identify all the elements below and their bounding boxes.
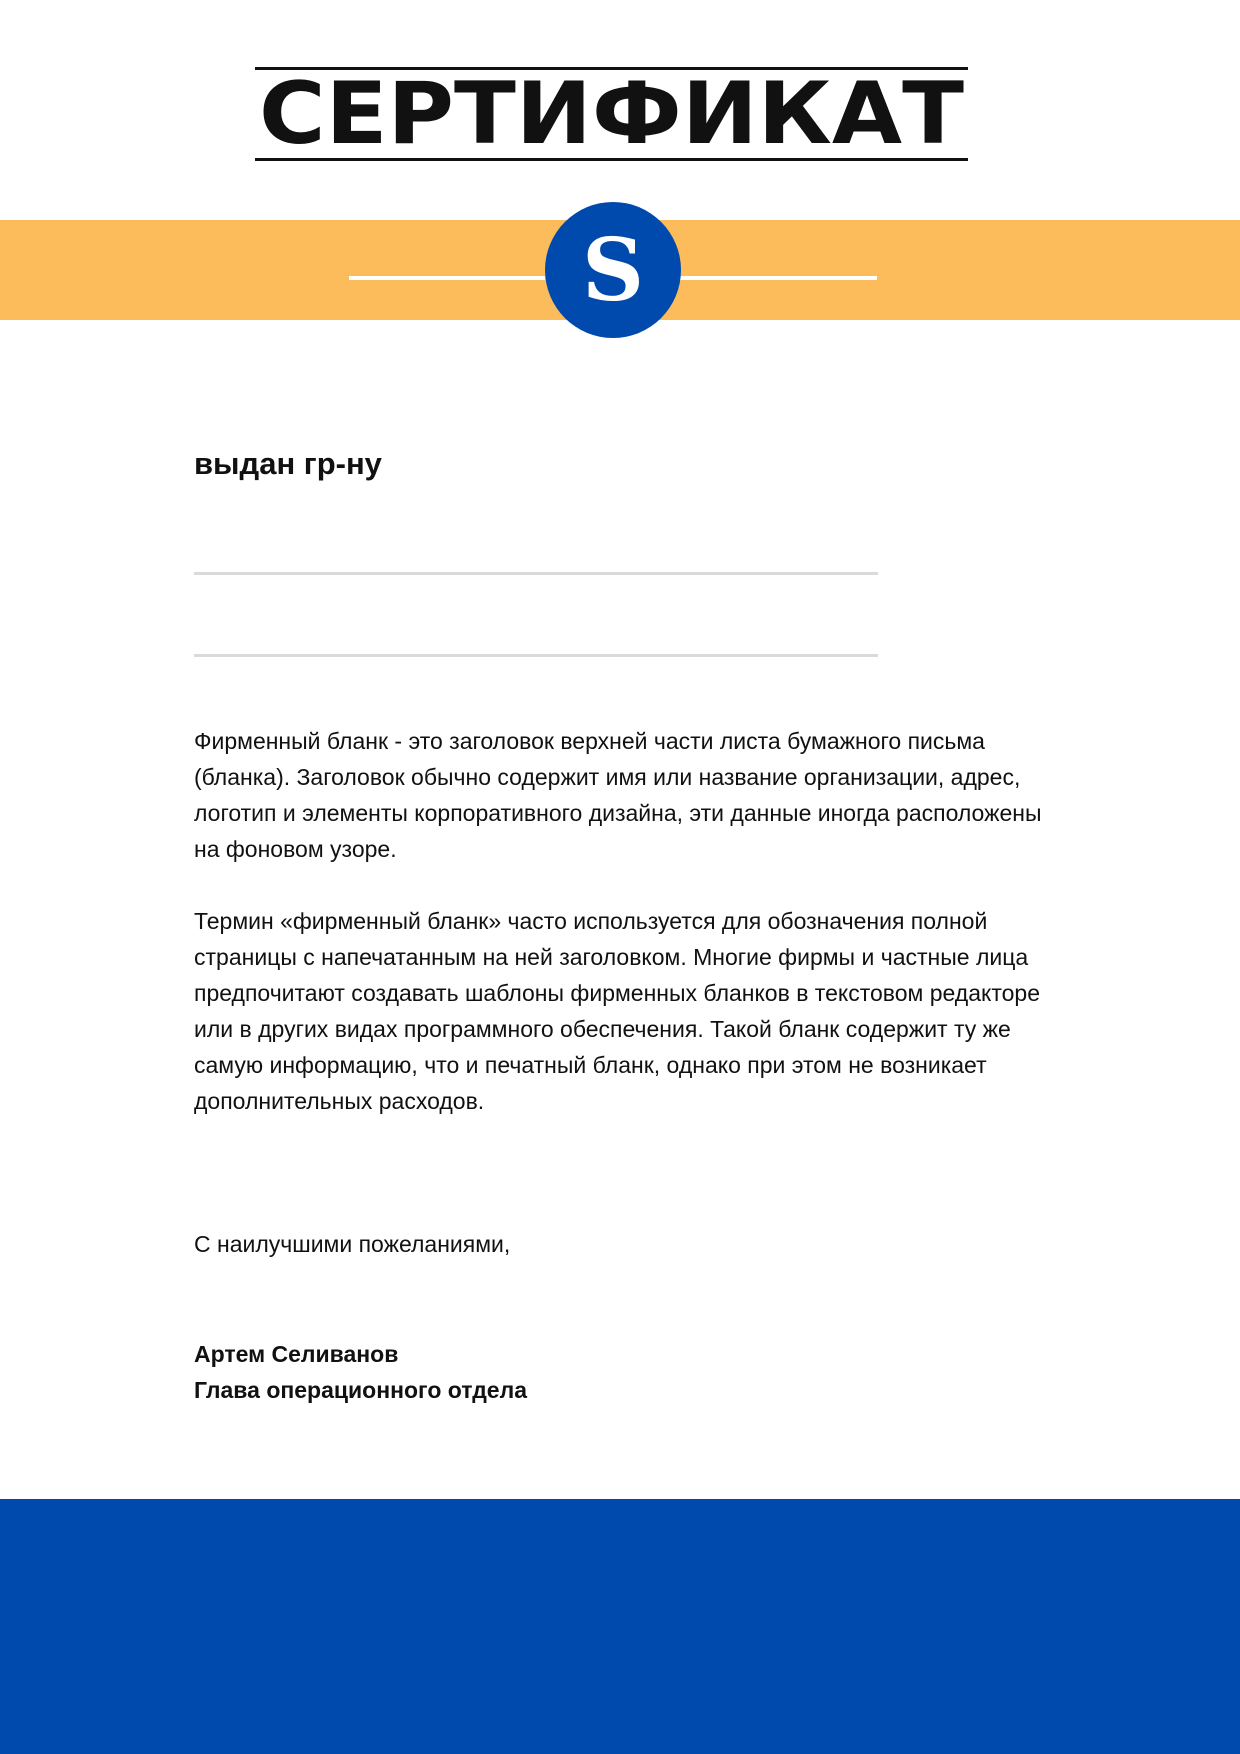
recipient-line-2: [194, 654, 878, 657]
issued-to-label: выдан гр-ну: [194, 446, 382, 481]
signature-role: Глава операционного отдела: [194, 1377, 527, 1403]
title-bottom-rule: [255, 158, 968, 161]
logo-badge: [545, 202, 681, 338]
band-line-left: [349, 276, 545, 280]
signature-name: Артем Селиванов: [194, 1341, 399, 1367]
recipient-line-1: [194, 572, 878, 575]
footer-band: [0, 1499, 1240, 1754]
certificate-title-block: [255, 67, 968, 161]
band-line-right: [679, 276, 877, 280]
body-paragraph-2: Термин «фирменный бланк» часто используется для обозначения полной страницы с напечатанным на ней заголовком. Многие фирмы и частные лица предпочитают создавать шаблоны фирменных бланков в текстовом редакторе или в других видах программного обеспечения. Такой бланк содержит ту же самую информацию, что и печатный бланк, однако при этом не возникает дополнительных расходов.: [194, 908, 1040, 1114]
certificate-title: [255, 70, 968, 158]
logo-letter: S: [581, 220, 645, 321]
closing-text: С наилучшими пожеланиями,: [194, 1231, 511, 1257]
body-paragraph-1: Фирменный бланк - это заголовок верхней части листа бумажного письма (бланка). Заголовок обычно содержит имя или название организации, адрес, логотип и элементы корпоративного дизайна, эти данные иногда расположены на фоновом узоре.: [194, 728, 1042, 862]
certificate-title-text: СЕРТИФИКАТ: [259, 70, 965, 158]
